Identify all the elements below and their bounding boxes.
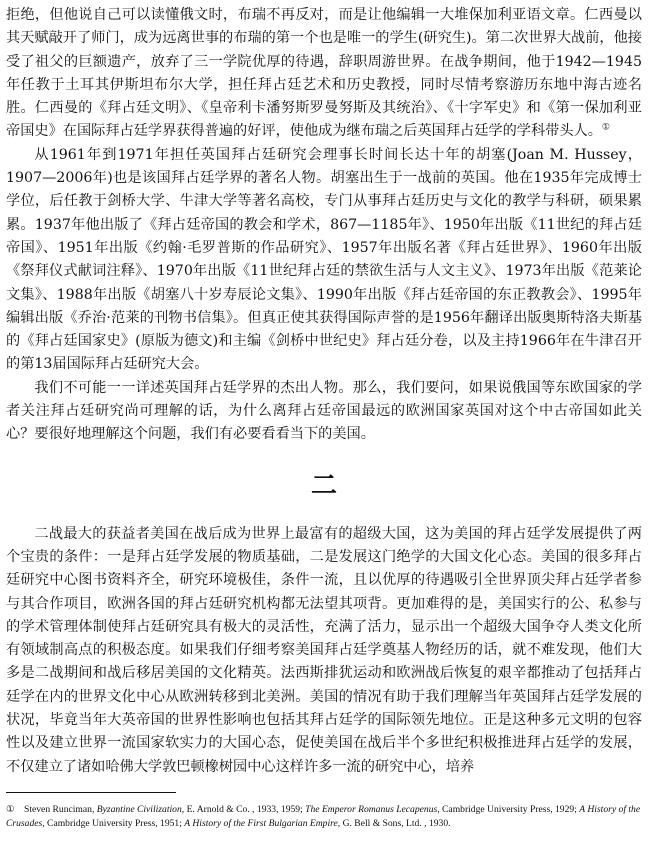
paragraph-runciman xyxy=(6,4,642,144)
paragraph-america: 二战最大的获益者美国在战后成为世界上最富有的超级大国，这为美国的拜占廷学发展提供了两个宝贵的条件：一是拜占廷学发展的物质基础，二是发展这门绝学的大国文化心态。美国的很多拜占廷研究中心图书资料齐全，研究环境极佳，条件一流，且以优厚的待遇吸引全世界顶尖拜占廷学者参与其合作项目，欧洲各国的拜占廷研究机构都无法望其项背。更加难得的是，美国实行的公、私参与的学术管理体制使拜占廷研究具有极大的灵活性，充满了活力，显示出一个超级大国争夺人类文化所有领域制高点的积极态度。如果我们仔细考察美国拜占廷学奠基人物经历的话，就不难发现，他们大多是二战期间和战后移居美国的文化精英。法西斯排犹运动和欧洲战后恢复的艰辛都推动了包括拜占廷学在内的世界文化中心从欧洲转移到北美洲。美国的情况有助于我们理解当年英国拜占廷学发展的状况，毕竟当年大英帝国的世界性影响也包括其拜占廷学的国际领先地位。正是这种多元文明的包容性以及建立世界一流国家软实力的大国心态，促使美国在战后半个多世纪积极推进拜占廷学的发展，不仅建立了诸如哈佛大学敦巴顿橡树园中心这样许多一流的研究中心，培养 xyxy=(6,525,642,775)
section-heading: 二 xyxy=(310,470,337,501)
footnote-mark: ① xyxy=(6,804,15,815)
page-body xyxy=(6,4,642,779)
footnote xyxy=(6,803,642,831)
paragraph-question: 我们不可能一一详述英国拜占廷学界的杰出人物。那么，我们要问，如果说俄国等东欧国家的学者关注拜占廷研究尚可理解的话，为什么离拜占廷帝国最远的欧洲国家英国对这个中古帝国如此关心？要很好地理解这个问题，我们有必要看看当下的美国。 xyxy=(6,379,642,443)
paragraph-hussey: 从1961年到1971年担任英国拜占廷研究会理事长时间长达十年的胡塞(Joan M. Hussey，1907—2006年)也是该国拜占廷学界的著名人物。胡塞出生于一战前的英国。他在1935年完成博士学位，后任教于剑桥大学、牛津大学等著名高校，专门从事拜占廷历史与文化的教学与科研，硕果累累。1937年他出版了《拜占廷帝国的教会和学术，867—1185年》、1950年出版《11世纪的拜占廷帝国》、1951年出版《约翰·毛罗普斯的作品研究》、1957年出版名著《拜占廷世界》、1960年出版《祭拜仪式献词注释》、1970年出版《11世纪拜占廷的禁欲生活与人文主义》、1973年出版《范莱论文集》、1988年出版《胡塞八十岁寿辰论文集》、1990年出版《拜占廷帝国的东正教教会》、1995年编辑出版《乔治·范莱的刊物书信集》。但真正使其获得国际声誉的是1956年翻译出版奥斯特洛夫斯基的《拜占廷国家史》(原版为德文)和主编《剑桥中世纪史》拜占廷分卷，以及主持1966年在牛津召开的第13届国际拜占廷研究大会。 xyxy=(6,146,642,373)
footnote-book-title: The Emperor Romanus Lecapenus xyxy=(305,804,438,815)
footnote-citation-text: , G. Bell & Sons, Ltd. , 1930. xyxy=(337,818,451,829)
footnote-citation-text: Steven Runciman, xyxy=(24,804,97,815)
paragraph-text: 拒绝，但他说自己可以读懂俄文时，布瑞不再反对，而是让他编辑一大堆保加利亚语文章。仁西曼以其天赋敲开了师门，成为远离世事的布瑞的第一个也是唯一的学生(研究生)。第二次世界大战前，他接受了祖父的巨额遗产，放弃了三一学院优厚的待遇，辞职周游世界。在战争期间，他于1942—1945年任教于土耳其伊斯坦布尔大学，担任拜占廷艺术和历史教授，同时尽情考察游历东地中海古迹名胜。仁西曼的《拜占廷文明》、《皇帝利卡潘努斯罗曼努斯及其统治》、《十字军史》和《第一保加利亚帝国史》在国际拜占廷学界获得普遍的好评，使他成为继布瑞之后英国拜占廷学的学科带头人。 xyxy=(6,7,642,140)
footnote-citation-text: , Cambridge University Press, 1951; xyxy=(42,818,185,829)
footnote-book-title: A History of the Crusades xyxy=(6,804,641,829)
footnote-book-title: Byzantine Civilization xyxy=(96,804,182,815)
footnote-text xyxy=(6,804,640,829)
footnote-reference[interactable]: ① xyxy=(601,122,610,133)
footnote-divider xyxy=(6,792,176,793)
footnote-book-title: A History of the First Bulgarian Empire xyxy=(184,818,338,829)
footnote-citation-text: , E. Arnold & Co. , 1933, 1959; xyxy=(181,804,306,815)
footnote-citation-text: , Cambridge University Press, 1929; xyxy=(437,804,580,815)
